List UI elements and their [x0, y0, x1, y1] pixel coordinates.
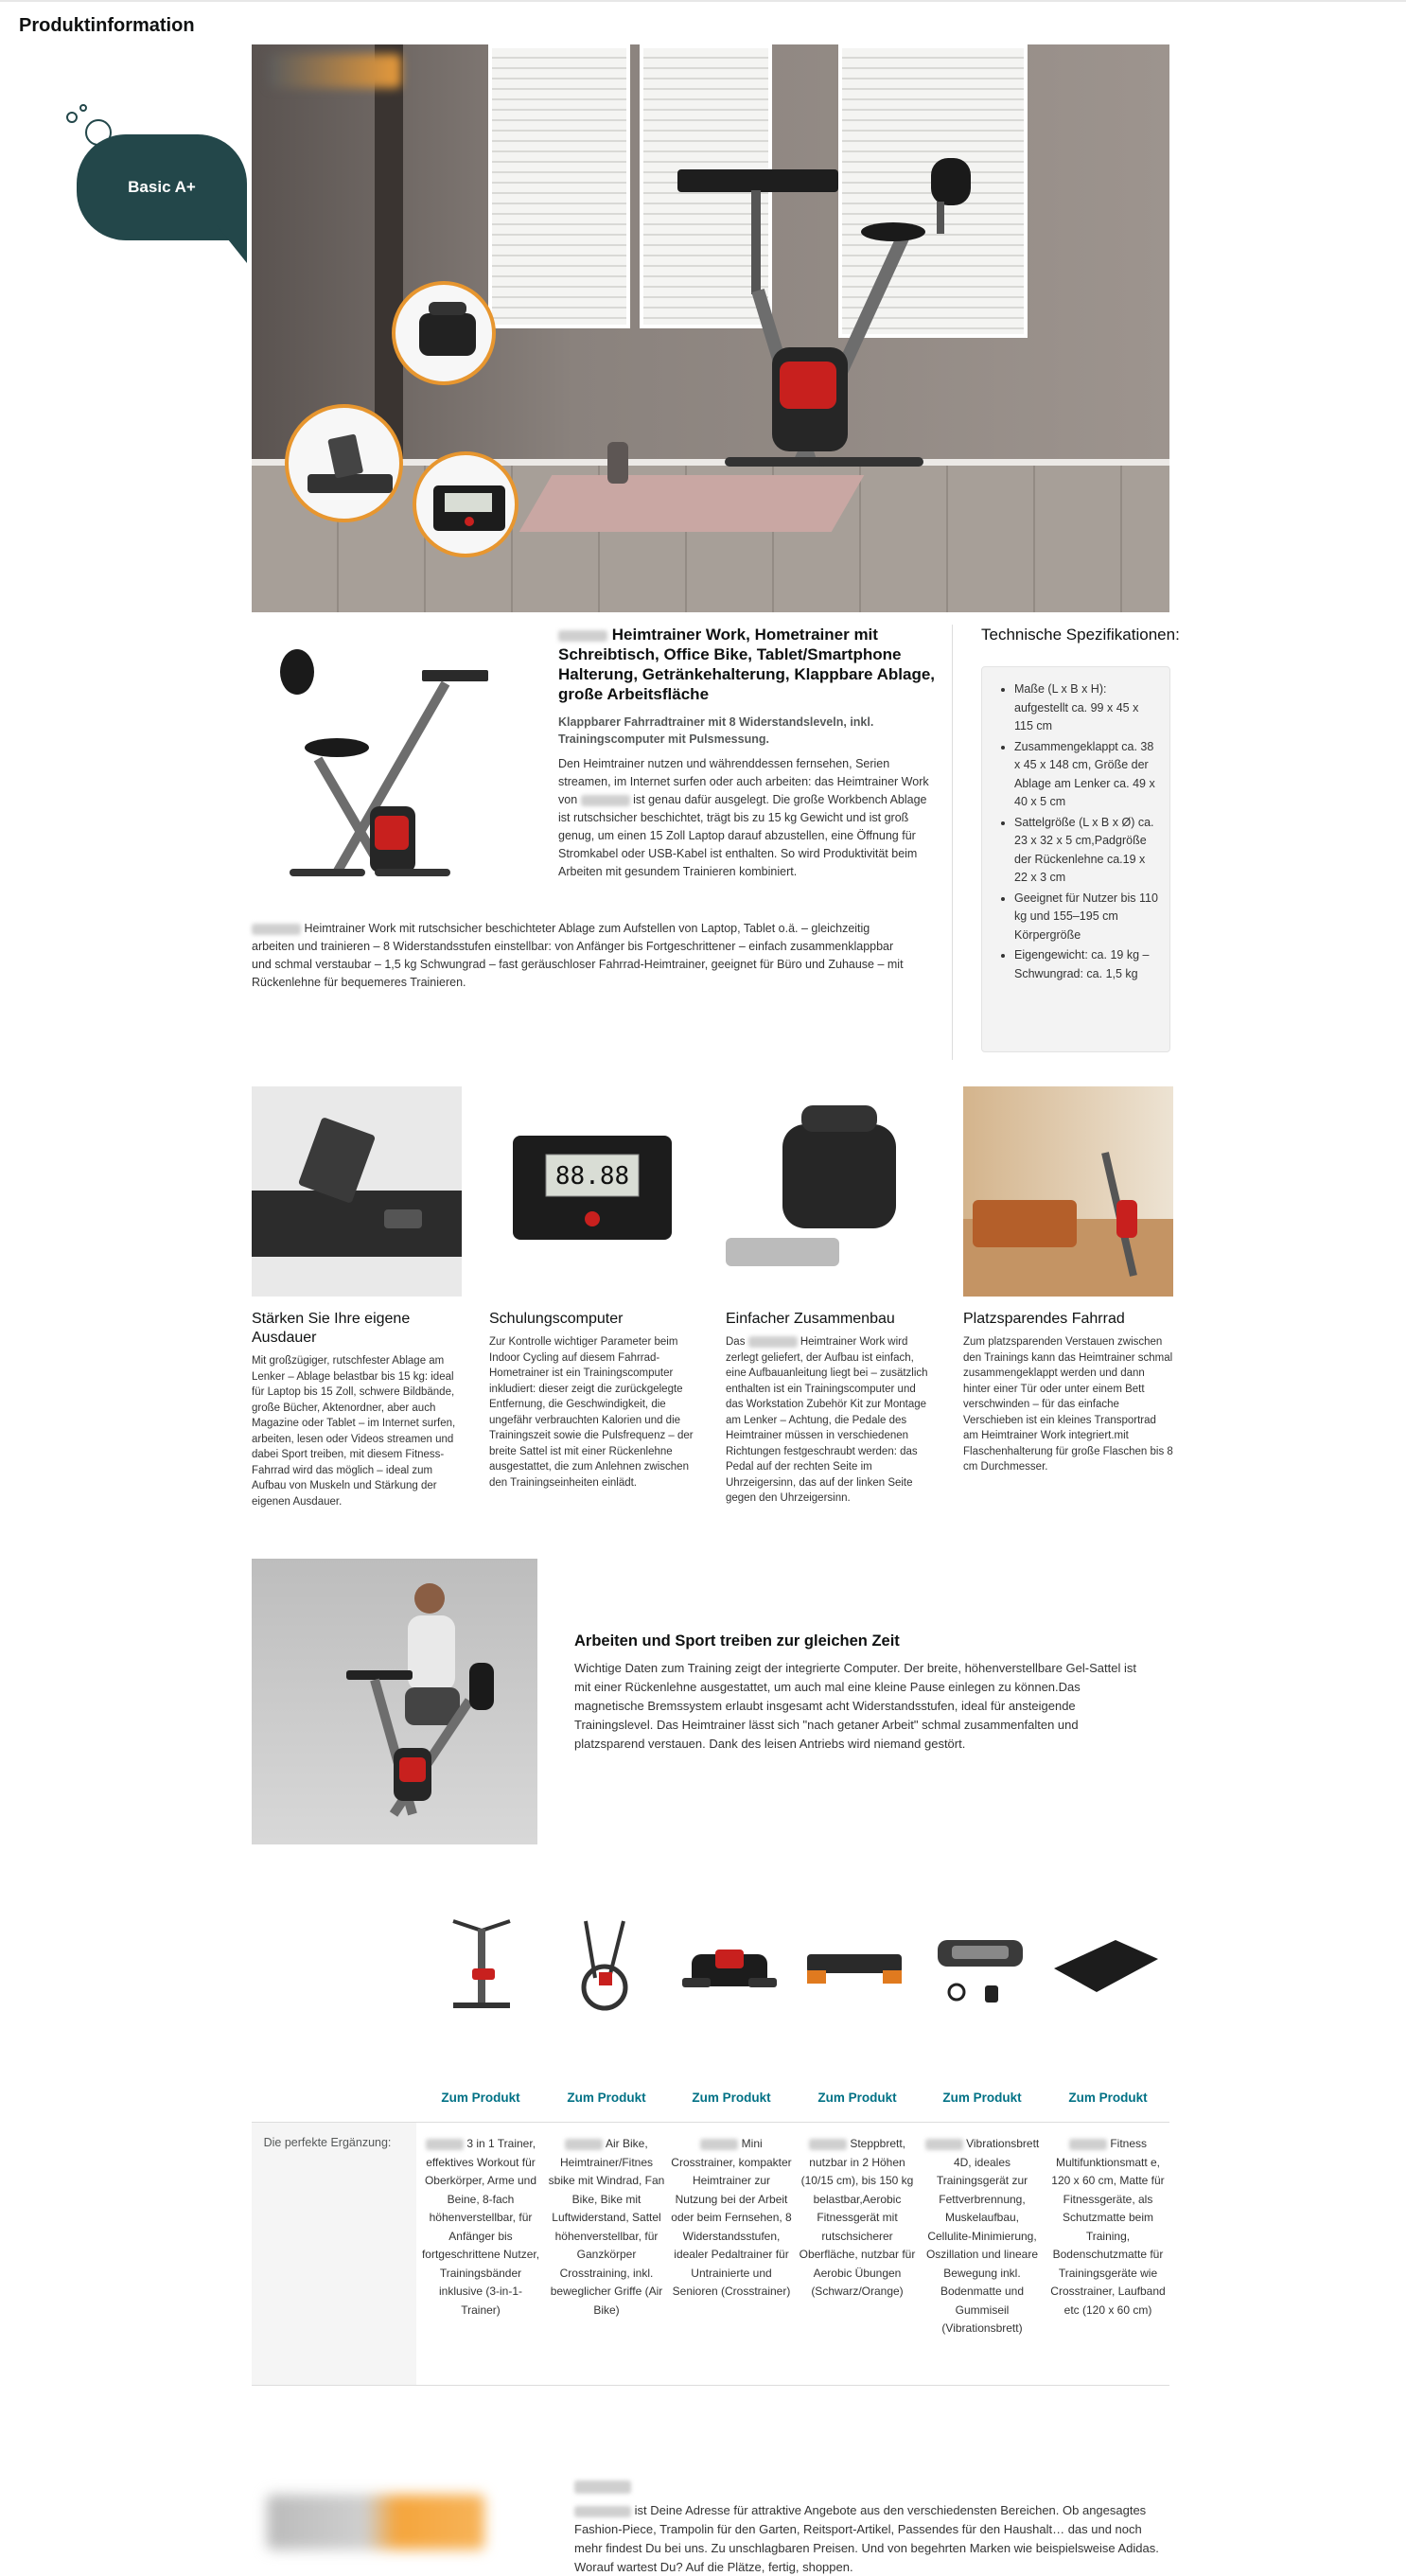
feature-text: Das Heimtrainer Work wird zerlegt geliefert, der Aufbau ist einfach, eine Aufbauanleitung liegt bei – zusätzlich enthalten ist ein Trainingscomputer und das Workstation Zubehör Kit zur Montage am Lenker – Achtung, die Pedale des Heimtrainer müssen in verschiedenen Richtungen festgeschraubt werden: das Pedal auf der rechten Seite im Uhrzeigersinn, das auf der linken Seite gegen den Uhrzeigersinn. — [726, 1336, 928, 1504]
product-link-6[interactable]: Zum Produkt — [1068, 2091, 1148, 2105]
comparison-cell: 3 in 1 Trainer, effektives Workout für Oberkörper, Arme und Beine, 8-fach höhenverstellbar, für Anfänger bis fortgeschrittene Nutzer, Trainingsbänder inklusive (3-in-1-Trainer) — [421, 2137, 540, 2317]
comparison-cell: Vibrationsbrett 4D, ideales Trainingsgerät zur Fettverbrennung, Muskelaufbau, Cellulite-Minimierung, Oszillation und lineare Bewegung inkl. Bodenmatte und Gummiseil (Vibrationsbrett) — [925, 2137, 1040, 2335]
badge-tail — [217, 225, 247, 263]
column-divider — [952, 625, 953, 1060]
spec-item: • Geeignet für Nutzer bis 110 kg und 155–195 cm Körpergröße — [1014, 890, 1160, 945]
spec-item: • Eigengewicht: ca. 19 kg – Schwungrad: ca. 1,5 kg — [1014, 946, 1160, 983]
comparison-cell: Air Bike, Heimtrainer/Fitnes sbike mit Windrad, Fan Bike, Bike mit Luftwiderstand, Sattel höhenverstellbar, für Ganzkörper Crosstraining, inkl. beweglicher Griffe (Air Bike) — [548, 2137, 665, 2317]
product-link-3[interactable]: Zum Produkt — [692, 2091, 771, 2105]
spec-item: • Maße (L x B x H): aufgestellt ca. 99 x 45 x 115 cm — [1014, 680, 1160, 736]
stepper-board-image — [793, 1902, 916, 2025]
folded-bike-room-image — [963, 1086, 1173, 1297]
feature-text: Zum platzsparenden Verstauen zwischen den Trainings kann das Heimtrainer schmal zusammengeklappt werden und dann hinter einer Tür oder unter einem Bett verschwinden – für das einfache Verschieben ist ein kleines Transportrad am Heimtrainer Work integriert.mit Flaschenhalterung für große Flaschen bis 8 cm Durchmesser. — [963, 1336, 1173, 1473]
brand-name-blurred — [809, 2139, 847, 2150]
comparison-bottom-divider — [252, 2385, 1169, 2386]
brand-name-blurred — [426, 2139, 464, 2150]
brand-title-blurred — [574, 2480, 631, 2494]
brand-name-blurred — [1069, 2139, 1107, 2150]
svg-text:88.88: 88.88 — [554, 1162, 630, 1191]
product-subtitle: Klappbarer Fahrradtrainer mit 8 Widerstandsleveln, inkl. Trainingscomputer mit Pulsmessung. — [558, 715, 874, 746]
tablet-holder-inset-image — [285, 404, 403, 522]
top-divider — [0, 0, 1406, 2]
brand-name-blurred — [748, 1336, 798, 1348]
bubble-decoration — [66, 112, 78, 123]
product-description-summary: Heimtrainer Work mit rutschsicher beschichteter Ablage zum Aufstellen von Laptop, Tablet o.ä. – gleichzeitig arbeiten und trainieren – 8 Widerstandsstufen einstellbar: von Anfänger bis Fortgeschrittener – einfach zusammenklappbar und schmal verstaubar – 1,5 kg Schwungrad – fast geräuschloser Fahrrad-Heimtrainer, geeignet für Büro und Zuhause – mit Rückenlehne für bequemeres Trainieren. — [252, 922, 904, 989]
three-in-one-trainer-image — [420, 1902, 543, 2025]
comparison-label-column — [252, 2123, 416, 2385]
tablet-holder-image — [252, 1086, 462, 1297]
brand-name-blurred — [700, 2139, 738, 2150]
feature-title: Schulungscomputer — [489, 1311, 624, 1327]
basic-aplus-badge: Basic A+ — [77, 134, 247, 240]
comparison-cell: Steppbrett, nutzbar in 2 Höhen (10/15 cm), bis 150 kg belastbar,Aerobic Fitnessgerät mit rutschsicherer Oberfläche, nutzbar für Aerobic Übungen (Schwarz/Orange) — [799, 2137, 916, 2298]
comparison-row-label: Die perfekte Ergänzung: — [263, 2136, 392, 2149]
aplus-badge — [62, 112, 248, 273]
feature-text: Mit großzügiger, rutschfester Ablage am Lenker – Ablage belastbar bis 15 kg: ideal für Laptop bis 15 Zoll, schwere Bildbände, große Bücher, Aktenordner, aber auch Magazine oder Tablet – im Internet surfen, arbeiten, lesen oder Videos streamen und dabei Sport treiben, mit diesem Fitness-Fahrrad wird das möglich – ideal zum Aufbau von Muskeln und Stärkung der eigenen Ausdauer. — [252, 1355, 456, 1508]
feature-card-endurance — [252, 1086, 462, 1509]
training-computer-image — [489, 1086, 699, 1297]
brand-name-blurred — [558, 630, 607, 642]
product-image-side — [252, 636, 488, 901]
feature-card-computer — [489, 1086, 699, 1491]
product-description: Den Heimtrainer nutzen und währenddessen fernsehen, Serien streamen, im Internet surfen oder auch arbeiten: das Heimtrainer Work von ist genau dafür ausgelegt. Die große Workbench Ablage ist rutschsicher beschichtet, trägt bis zu 15 kg Gewicht und ist groß genug, um einen 15 Zoll Laptop darauf abzustellen, eine Öffnung für Stromkabel oder USB-Kabel ist enthalten. So wird Produktivität beim Arbeiten mit gesundem Trainieren kombiniert. — [558, 757, 929, 878]
brand-name-blurred — [925, 2139, 963, 2150]
brand-name-blurred — [252, 924, 301, 935]
product-link-4[interactable]: Zum Produkt — [817, 2091, 897, 2105]
feature-card-assembly — [726, 1086, 936, 1507]
feature-title: Einfacher Zusammenbau — [726, 1311, 895, 1327]
spec-list — [1003, 680, 1160, 983]
feature-title: Stärken Sie Ihre eigene Ausdauer — [252, 1311, 411, 1346]
spec-item: • Sattelgröße (L x B x Ø) ca. 23 x 32 x 5 cm,Padgröße der Rückenlehne ca.19 x 22 x 3 cm — [1014, 814, 1160, 888]
man-on-bike-image — [252, 1559, 537, 1844]
hero-image — [252, 44, 1169, 612]
brand-description: ist Deine Adresse für attraktive Angebote aus den verschiedensten Bereichen. Ob angesagtes Fashion-Piece, Trampolin für den Garten, Reitsport-Artikel, Passendes für den Haushalt… das und noch mehr findest Du bei uns. Zu unschlagbaren Preisen. Und von begehrten Marken wie beispielsweise Adidas. Worauf wartest Du? Auf die Plätze, fertig, shoppen. — [574, 2503, 1159, 2574]
exercise-bike-image — [668, 158, 980, 480]
feature-card-spacesaving — [963, 1086, 1173, 1475]
feature-title: Platzsparendes Fahrrad — [963, 1311, 1125, 1327]
product-link-5[interactable]: Zum Produkt — [942, 2091, 1022, 2105]
vibration-board-image — [919, 1902, 1042, 2025]
bubble-decoration — [79, 104, 87, 112]
brand-logo-blurred — [267, 2495, 484, 2550]
spec-box — [981, 666, 1170, 1052]
work-section-title: Arbeiten und Sport treiben zur gleichen Zeit — [574, 1632, 900, 1650]
product-link-1[interactable]: Zum Produkt — [441, 2091, 520, 2105]
feature-text: Zur Kontrolle wichtiger Parameter beim Indoor Cycling auf diesem Fahrrad-Hometrainer ist ein Trainingscomputer inkludiert: dieser zeigt die zurückgelegte Entfernung, die Geschwindigkeit, die ungefähr verbrauchten Kalorien und die Trainingszeit sowie die Pulsfrequenz – der breite Sattel ist mit einer Rückenlehne ausgestattet, die zum Anlehnen zwischen den Trainingseinheiten einlädt. — [489, 1336, 694, 1489]
mini-crosstrainer-image — [668, 1902, 791, 2025]
brand-name-blurred — [581, 795, 630, 806]
pedal-image — [726, 1086, 936, 1297]
brand-logo-blurred — [269, 54, 401, 88]
pedal-inset-image — [392, 281, 496, 385]
air-bike-image — [543, 1902, 666, 2025]
comparison-cell: Mini Crosstrainer, kompakter Heimtrainer zur Nutzung bei der Arbeit oder beim Fernsehen, 8 Widerstandsstufen, idealer Pedaltrainer für Untrainierte und Senioren (Crosstrainer) — [671, 2137, 792, 2298]
section-title: Produktinformation — [19, 15, 195, 36]
work-section-text: Wichtige Daten zum Training zeigt der integrierte Computer. Der breite, höhenverstellbare Gel-Sattel ist mit einer Rückenlehne ausgestattet, um auch mal eine kleine Pause einlegen zu können.Das magnetische Bremssystem erlaubt insgesamt acht Widerstandsstufen, ideal für ansteigende Trainingslevel. Das Heimtrainer lässt sich "nach getaner Arbeit" schmal zusammenfalten und platzsparend verstauen. Dank des leisen Antriebs wird niemand gestört. — [574, 1661, 1136, 1751]
spec-title: Technische Spezifikationen: — [981, 626, 1180, 644]
brand-name-blurred — [565, 2139, 603, 2150]
brand-name-blurred — [574, 2506, 631, 2517]
computer-inset-image — [413, 451, 518, 557]
fitness-mat-image — [1045, 1902, 1168, 2025]
product-title: Heimtrainer Work, Hometrainer mit Schreibtisch, Office Bike, Tablet/Smartphone Halterung, Getränkehalterung, Klappbare Ablage, große Arbeitsfläche — [558, 626, 936, 703]
comparison-cell: Fitness Multifunktionsmatt e, 120 x 60 cm, Matte für Fitnessgeräte, als Schutzmatte beim Training, Bodenschutzmatte für Trainingsgeräte wie Crosstrainer, Laufband etc (120 x 60 cm) — [1050, 2137, 1166, 2317]
spec-item: • Zusammengeklappt ca. 38 x 45 x 148 cm, Größe der Ablage am Lenker ca. 49 x 40 x 5 cm — [1014, 738, 1160, 812]
product-link-2[interactable]: Zum Produkt — [567, 2091, 646, 2105]
